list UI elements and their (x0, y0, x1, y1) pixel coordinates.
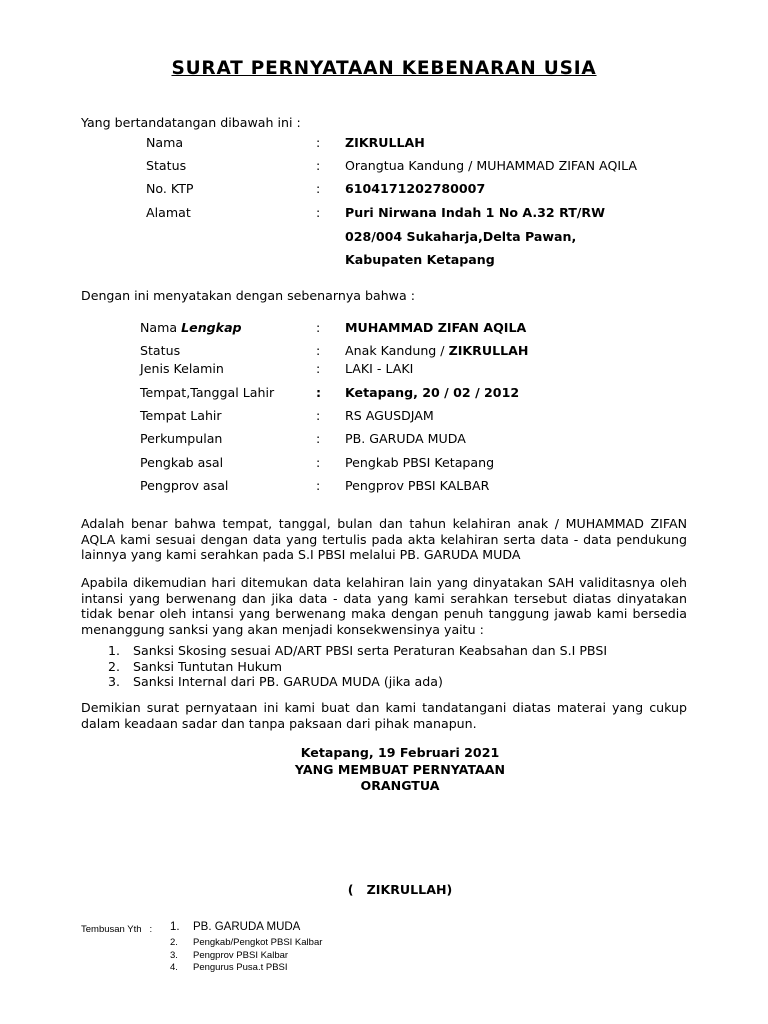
signer-address-label: Alamat (146, 205, 191, 220)
list-item (108, 659, 607, 675)
list-text: Sanksi Tuntutan Hukum (133, 658, 282, 674)
colon: : (316, 408, 321, 423)
signer-address-line3: Kabupaten Ketapang (345, 252, 495, 267)
signer-ktp-value: 6104171202780007 (345, 181, 486, 196)
colon: : (316, 320, 321, 335)
tembusan-item: Pengurus Pusa.t PBSI (193, 962, 288, 973)
child-birth-value: Ketapang, 20 / 02 / 2012 (345, 385, 520, 400)
maker-role: ORANGTUA (360, 778, 440, 793)
colon: : (316, 158, 321, 173)
address-line2-bold: 028/004 Sukaharja (345, 229, 478, 244)
tembusan-label: Tembusan Yth : (81, 924, 153, 935)
child-status-value-b: ZIKRULLAH (448, 343, 529, 358)
list-number: 1. (108, 643, 121, 658)
colon: : (316, 455, 321, 470)
signature-name: ( ZIKRULLAH) (347, 882, 453, 897)
paragraph-consequence: Apabila dikemudian hari ditemukan data kelahiran lain yang dinyatakan SAH validitasnya oleh intansi yang berwenang dan jika data - data yang kami serahkan tersebut diatas dinyatakan tidak benar oleh intansi yang berwenang maka dengan penuh tanggung jawab kami bersedia menanggung sanksi yang akan menjadi konsekwensinya yaitu : (81, 575, 687, 637)
child-gender-value: LAKI - LAKI (345, 361, 414, 376)
address-line2-rest: ,Delta Pawan, (477, 229, 577, 244)
child-pengprov-label: Pengprov asal (140, 478, 229, 493)
tembusan-item: PB. GARUDA MUDA (193, 921, 301, 933)
child-status-value (345, 343, 528, 358)
colon: : (316, 431, 321, 446)
child-name-value: MUHAMMAD ZIFAN AQILA (345, 320, 527, 335)
child-birthplace-value: RS AGUSDJAM (345, 408, 434, 423)
signer-status-value: Orangtua Kandung / MUHAMMAD ZIFAN AQILA (345, 158, 637, 173)
document-title: SURAT PERNYATAAN KEBENARAN USIA (171, 58, 597, 79)
list-text: Sanksi Skosing sesuai AD/ART PBSI serta Peraturan Keabsahan dan S.I PBSI (133, 643, 608, 658)
tembusan-number: 4. (170, 962, 178, 973)
colon: : (316, 181, 321, 196)
child-name-label-a: Nama (140, 320, 182, 335)
tembusan-item: Pengkab/Pengkot PBSI Kalbar (193, 937, 323, 948)
paragraph-closing: Demikian surat pernyataan ini kami buat dan kami tandatangani diatas materai yang cukup dalam keadaan sadar dan tanpa paksaan dari pihak manapun. (81, 700, 687, 731)
child-status-label: Status (140, 343, 181, 358)
colon: : (316, 361, 321, 376)
tembusan-number: 3. (170, 950, 178, 961)
colon: : (316, 135, 321, 150)
child-birth-label: Tempat,Tanggal Lahir (140, 385, 275, 400)
list-number: 2. (108, 658, 121, 674)
colon: : (316, 385, 322, 400)
signer-ktp-label: No. KTP (146, 181, 194, 196)
list-item (108, 674, 607, 690)
list-number: 3. (108, 674, 121, 689)
sanction-list (108, 643, 607, 690)
maker-title: YANG MEMBUAT PERNYATAAN (294, 762, 506, 777)
signer-address-line2 (345, 229, 576, 244)
child-name-label (140, 320, 242, 335)
child-status-value-a: Anak Kandung / (345, 343, 449, 358)
child-pengkab-value: Pengkab PBSI Ketapang (345, 455, 495, 470)
child-birthplace-label: Tempat Lahir (140, 408, 222, 423)
child-club-value: PB. GARUDA MUDA (345, 431, 466, 446)
child-club-label: Perkumpulan (140, 431, 223, 446)
signer-name-label: Nama (146, 135, 184, 150)
list-text: Sanksi Internal dari PB. GARUDA MUDA (jika ada) (133, 674, 443, 689)
statement-intro: Dengan ini menyatakan dengan sebenarnya bahwa : (81, 288, 415, 303)
tembusan-item: Pengprov PBSI Kalbar (193, 950, 289, 961)
colon: : (316, 205, 321, 220)
signer-status-label: Status (146, 158, 187, 173)
colon: : (316, 478, 321, 493)
child-gender-label: Jenis Kelamin (140, 361, 224, 376)
colon: : (316, 343, 321, 358)
child-name-label-b: Lengkap (181, 320, 242, 335)
tembusan-number: 2. (170, 937, 178, 948)
place-date: Ketapang, 19 Februari 2021 (300, 745, 500, 760)
signer-address-line1: Puri Nirwana Indah 1 No A.32 RT/RW (345, 205, 605, 220)
paragraph-confirmation: Adalah benar bahwa tempat, tanggal, bulan dan tahun kelahiran anak / MUHAMMAD ZIFAN AQLA kami sesuai dengan data yang tertulis pada akta kelahiran serta data - data pendukung lainnya yang kami serahkan pada S.I PBSI melalui PB. GARUDA MUDA (81, 516, 687, 562)
child-pengprov-value: Pengprov PBSI KALBAR (345, 478, 490, 493)
signer-name-value: ZIKRULLAH (345, 135, 425, 150)
tembusan-number: 1. (170, 921, 180, 933)
intro-text: Yang bertandatangan dibawah ini : (81, 115, 301, 130)
list-item (108, 643, 607, 659)
child-pengkab-label: Pengkab asal (140, 455, 224, 470)
